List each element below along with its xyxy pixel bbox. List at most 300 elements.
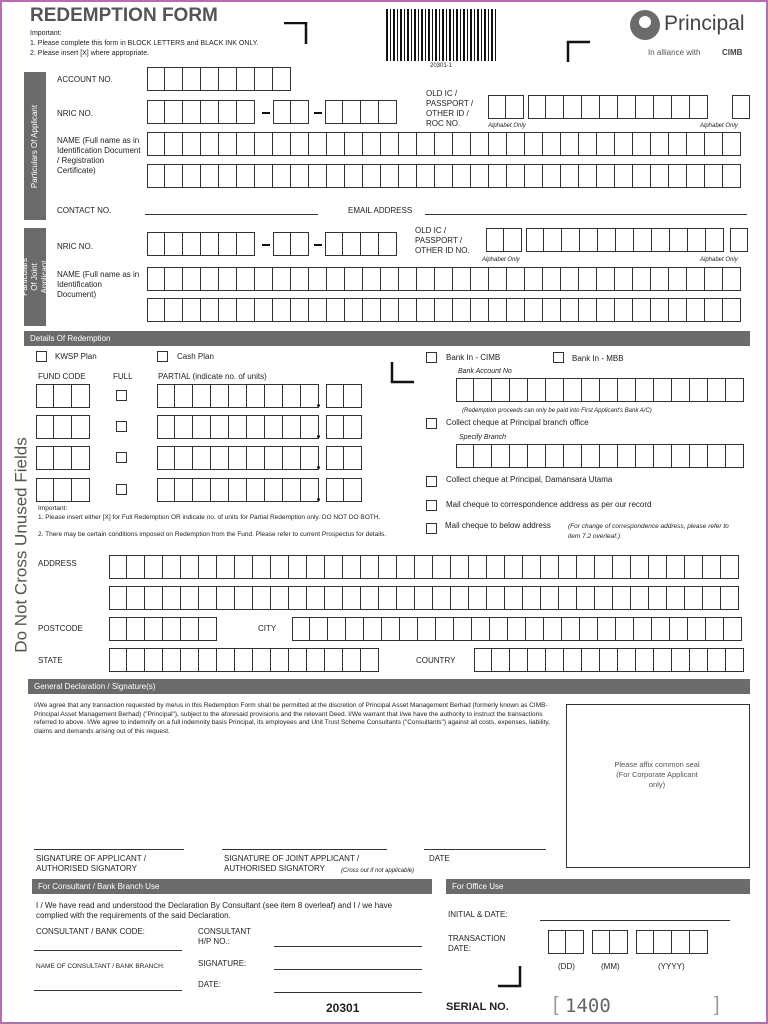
char-box[interactable] bbox=[253, 555, 271, 579]
char-box[interactable] bbox=[327, 298, 345, 322]
char-box[interactable] bbox=[705, 267, 723, 291]
char-box[interactable] bbox=[672, 930, 690, 954]
char-box[interactable] bbox=[726, 648, 744, 672]
char-box[interactable] bbox=[543, 164, 561, 188]
char-box[interactable] bbox=[127, 586, 145, 610]
char-box[interactable] bbox=[343, 648, 361, 672]
transaction-date-dd[interactable] bbox=[548, 930, 584, 954]
address-field-line2[interactable] bbox=[109, 586, 739, 610]
char-box[interactable] bbox=[229, 415, 247, 439]
char-box[interactable] bbox=[451, 586, 469, 610]
char-box[interactable] bbox=[255, 267, 273, 291]
char-box[interactable] bbox=[201, 298, 219, 322]
char-box[interactable] bbox=[217, 555, 235, 579]
char-box[interactable] bbox=[616, 617, 634, 641]
char-box[interactable] bbox=[273, 132, 291, 156]
char-box[interactable] bbox=[562, 617, 580, 641]
postcode-field[interactable] bbox=[109, 617, 217, 641]
char-box[interactable] bbox=[327, 164, 345, 188]
name-field-line2[interactable] bbox=[147, 164, 741, 188]
char-box[interactable] bbox=[597, 132, 615, 156]
char-box[interactable] bbox=[361, 100, 379, 124]
char-box[interactable] bbox=[175, 478, 193, 502]
char-box[interactable] bbox=[649, 586, 667, 610]
char-box[interactable] bbox=[543, 298, 561, 322]
char-box[interactable] bbox=[109, 648, 127, 672]
char-box[interactable] bbox=[492, 378, 510, 402]
char-box[interactable] bbox=[147, 267, 165, 291]
char-box[interactable] bbox=[193, 384, 211, 408]
char-box[interactable] bbox=[283, 415, 301, 439]
char-box[interactable] bbox=[723, 298, 741, 322]
char-box[interactable] bbox=[672, 95, 690, 119]
char-box[interactable] bbox=[363, 267, 381, 291]
char-box[interactable] bbox=[325, 586, 343, 610]
char-box[interactable] bbox=[363, 164, 381, 188]
char-box[interactable] bbox=[181, 648, 199, 672]
char-box[interactable] bbox=[492, 444, 510, 468]
nric-field-part2[interactable] bbox=[273, 100, 309, 124]
char-box[interactable] bbox=[489, 298, 507, 322]
char-box[interactable] bbox=[615, 298, 633, 322]
char-box[interactable] bbox=[181, 586, 199, 610]
fund-code-field[interactable] bbox=[36, 446, 90, 470]
char-box[interactable] bbox=[510, 378, 528, 402]
char-box[interactable] bbox=[618, 95, 636, 119]
char-box[interactable] bbox=[381, 132, 399, 156]
char-box[interactable] bbox=[237, 267, 255, 291]
char-box[interactable] bbox=[705, 298, 723, 322]
transaction-date-mm[interactable] bbox=[592, 930, 628, 954]
char-box[interactable] bbox=[157, 446, 175, 470]
char-box[interactable] bbox=[201, 132, 219, 156]
char-box[interactable] bbox=[636, 930, 654, 954]
declaration-date-line[interactable] bbox=[424, 849, 546, 850]
char-box[interactable] bbox=[582, 648, 600, 672]
char-box[interactable] bbox=[363, 298, 381, 322]
char-box[interactable] bbox=[199, 617, 217, 641]
char-box[interactable] bbox=[435, 164, 453, 188]
partial-units-decimal-field[interactable] bbox=[326, 446, 362, 470]
char-box[interactable] bbox=[721, 555, 739, 579]
char-box[interactable] bbox=[546, 95, 564, 119]
char-box[interactable] bbox=[508, 617, 526, 641]
char-box[interactable] bbox=[344, 478, 362, 502]
full-redemption-checkbox[interactable] bbox=[116, 484, 127, 495]
joint-old-ic-field[interactable] bbox=[526, 228, 724, 252]
char-box[interactable] bbox=[687, 298, 705, 322]
char-box[interactable] bbox=[636, 95, 654, 119]
char-box[interactable] bbox=[265, 478, 283, 502]
char-box[interactable] bbox=[489, 267, 507, 291]
char-box[interactable] bbox=[670, 617, 688, 641]
char-box[interactable] bbox=[472, 617, 490, 641]
char-box[interactable] bbox=[652, 617, 670, 641]
char-box[interactable] bbox=[528, 95, 546, 119]
char-box[interactable] bbox=[615, 132, 633, 156]
char-box[interactable] bbox=[145, 617, 163, 641]
char-box[interactable] bbox=[165, 232, 183, 256]
char-box[interactable] bbox=[253, 586, 271, 610]
char-box[interactable] bbox=[219, 100, 237, 124]
char-box[interactable] bbox=[651, 164, 669, 188]
char-box[interactable] bbox=[283, 478, 301, 502]
char-box[interactable] bbox=[559, 586, 577, 610]
char-box[interactable] bbox=[237, 100, 255, 124]
joint-old-ic-alpha-field[interactable] bbox=[486, 228, 522, 252]
char-box[interactable] bbox=[580, 228, 598, 252]
char-box[interactable] bbox=[577, 555, 595, 579]
char-box[interactable] bbox=[544, 228, 562, 252]
char-box[interactable] bbox=[181, 617, 199, 641]
char-box[interactable] bbox=[418, 617, 436, 641]
char-box[interactable] bbox=[688, 228, 706, 252]
char-box[interactable] bbox=[343, 586, 361, 610]
char-box[interactable] bbox=[636, 444, 654, 468]
char-box[interactable] bbox=[690, 444, 708, 468]
old-ic-field[interactable] bbox=[528, 95, 708, 119]
char-box[interactable] bbox=[325, 232, 343, 256]
fund-code-field[interactable] bbox=[36, 384, 90, 408]
char-box[interactable] bbox=[600, 95, 618, 119]
char-box[interactable] bbox=[361, 555, 379, 579]
char-box[interactable] bbox=[433, 586, 451, 610]
bank-in-cimb-checkbox[interactable] bbox=[426, 352, 437, 363]
char-box[interactable] bbox=[109, 586, 127, 610]
char-box[interactable] bbox=[504, 228, 522, 252]
char-box[interactable] bbox=[507, 132, 525, 156]
char-box[interactable] bbox=[237, 232, 255, 256]
char-box[interactable] bbox=[730, 228, 748, 252]
char-box[interactable] bbox=[690, 930, 708, 954]
char-box[interactable] bbox=[651, 298, 669, 322]
char-box[interactable] bbox=[525, 267, 543, 291]
char-box[interactable] bbox=[667, 555, 685, 579]
char-box[interactable] bbox=[523, 586, 541, 610]
char-box[interactable] bbox=[397, 555, 415, 579]
char-box[interactable] bbox=[211, 415, 229, 439]
char-box[interactable] bbox=[672, 648, 690, 672]
char-box[interactable] bbox=[147, 164, 165, 188]
char-box[interactable] bbox=[344, 446, 362, 470]
char-box[interactable] bbox=[235, 648, 253, 672]
char-box[interactable] bbox=[471, 132, 489, 156]
char-box[interactable] bbox=[732, 95, 750, 119]
char-box[interactable] bbox=[211, 446, 229, 470]
char-box[interactable] bbox=[273, 232, 291, 256]
char-box[interactable] bbox=[379, 232, 397, 256]
char-box[interactable] bbox=[685, 586, 703, 610]
char-box[interactable] bbox=[582, 95, 600, 119]
char-box[interactable] bbox=[201, 267, 219, 291]
char-box[interactable] bbox=[708, 378, 726, 402]
char-box[interactable] bbox=[291, 298, 309, 322]
char-box[interactable] bbox=[310, 617, 328, 641]
char-box[interactable] bbox=[546, 648, 564, 672]
char-box[interactable] bbox=[726, 378, 744, 402]
char-box[interactable] bbox=[273, 164, 291, 188]
char-box[interactable] bbox=[672, 378, 690, 402]
char-box[interactable] bbox=[669, 298, 687, 322]
char-box[interactable] bbox=[229, 384, 247, 408]
char-box[interactable] bbox=[399, 267, 417, 291]
char-box[interactable] bbox=[564, 95, 582, 119]
char-box[interactable] bbox=[685, 555, 703, 579]
char-box[interactable] bbox=[471, 298, 489, 322]
char-box[interactable] bbox=[548, 930, 566, 954]
partial-units-field[interactable] bbox=[157, 415, 319, 439]
char-box[interactable] bbox=[165, 298, 183, 322]
char-box[interactable] bbox=[219, 232, 237, 256]
char-box[interactable] bbox=[127, 555, 145, 579]
char-box[interactable] bbox=[199, 648, 217, 672]
nric-field-part1[interactable] bbox=[147, 100, 255, 124]
specify-branch-field[interactable] bbox=[456, 444, 744, 468]
cash-plan-checkbox[interactable] bbox=[157, 351, 168, 362]
joint-old-ic-alpha-field-end[interactable] bbox=[730, 228, 748, 252]
char-box[interactable] bbox=[237, 298, 255, 322]
char-box[interactable] bbox=[219, 67, 237, 91]
char-box[interactable] bbox=[705, 164, 723, 188]
char-box[interactable] bbox=[327, 132, 345, 156]
old-ic-alpha-field[interactable] bbox=[488, 95, 524, 119]
char-box[interactable] bbox=[175, 384, 193, 408]
char-box[interactable] bbox=[237, 67, 255, 91]
char-box[interactable] bbox=[708, 444, 726, 468]
char-box[interactable] bbox=[219, 298, 237, 322]
char-box[interactable] bbox=[247, 446, 265, 470]
char-box[interactable] bbox=[283, 446, 301, 470]
char-box[interactable] bbox=[175, 446, 193, 470]
char-box[interactable] bbox=[474, 444, 492, 468]
char-box[interactable] bbox=[597, 164, 615, 188]
joint-nric-field-part3[interactable] bbox=[325, 232, 397, 256]
char-box[interactable] bbox=[435, 267, 453, 291]
char-box[interactable] bbox=[453, 132, 471, 156]
char-box[interactable] bbox=[618, 648, 636, 672]
char-box[interactable] bbox=[456, 378, 474, 402]
char-box[interactable] bbox=[597, 267, 615, 291]
char-box[interactable] bbox=[471, 267, 489, 291]
common-seal-box[interactable]: Please affix common seal (For Corporate Applicant only) bbox=[566, 704, 750, 868]
consultant-hp-field[interactable] bbox=[274, 946, 422, 947]
char-box[interactable] bbox=[273, 67, 291, 91]
char-box[interactable] bbox=[592, 930, 610, 954]
char-box[interactable] bbox=[631, 586, 649, 610]
char-box[interactable] bbox=[613, 555, 631, 579]
consultant-date-field[interactable] bbox=[274, 992, 422, 993]
address-field-line1[interactable] bbox=[109, 555, 739, 579]
char-box[interactable] bbox=[292, 617, 310, 641]
char-box[interactable] bbox=[345, 132, 363, 156]
char-box[interactable] bbox=[201, 67, 219, 91]
char-box[interactable] bbox=[291, 232, 309, 256]
char-box[interactable] bbox=[147, 67, 165, 91]
char-box[interactable] bbox=[598, 617, 616, 641]
char-box[interactable] bbox=[54, 478, 72, 502]
email-field[interactable] bbox=[425, 214, 747, 215]
char-box[interactable] bbox=[235, 555, 253, 579]
char-box[interactable] bbox=[289, 648, 307, 672]
char-box[interactable] bbox=[654, 648, 672, 672]
char-box[interactable] bbox=[219, 267, 237, 291]
char-box[interactable] bbox=[474, 378, 492, 402]
char-box[interactable] bbox=[255, 132, 273, 156]
char-box[interactable] bbox=[636, 648, 654, 672]
char-box[interactable] bbox=[615, 164, 633, 188]
partial-units-decimal-field[interactable] bbox=[326, 478, 362, 502]
char-box[interactable] bbox=[183, 164, 201, 188]
char-box[interactable] bbox=[507, 298, 525, 322]
char-box[interactable] bbox=[669, 267, 687, 291]
char-box[interactable] bbox=[651, 132, 669, 156]
char-box[interactable] bbox=[265, 446, 283, 470]
char-box[interactable] bbox=[237, 164, 255, 188]
char-box[interactable] bbox=[525, 164, 543, 188]
char-box[interactable] bbox=[229, 478, 247, 502]
char-box[interactable] bbox=[487, 555, 505, 579]
char-box[interactable] bbox=[283, 384, 301, 408]
char-box[interactable] bbox=[36, 384, 54, 408]
char-box[interactable] bbox=[201, 100, 219, 124]
char-box[interactable] bbox=[492, 648, 510, 672]
account-no-field[interactable] bbox=[147, 67, 291, 91]
char-box[interactable] bbox=[417, 267, 435, 291]
char-box[interactable] bbox=[165, 132, 183, 156]
char-box[interactable] bbox=[255, 67, 273, 91]
full-redemption-checkbox[interactable] bbox=[116, 452, 127, 463]
char-box[interactable] bbox=[265, 415, 283, 439]
char-box[interactable] bbox=[469, 555, 487, 579]
char-box[interactable] bbox=[346, 617, 364, 641]
char-box[interactable] bbox=[435, 132, 453, 156]
char-box[interactable] bbox=[309, 298, 327, 322]
char-box[interactable] bbox=[582, 378, 600, 402]
full-redemption-checkbox[interactable] bbox=[116, 390, 127, 401]
joint-name-field-line1[interactable] bbox=[147, 267, 741, 291]
char-box[interactable] bbox=[291, 267, 309, 291]
consultant-code-field[interactable] bbox=[34, 950, 182, 951]
partial-units-field[interactable] bbox=[157, 446, 319, 470]
char-box[interactable] bbox=[613, 586, 631, 610]
char-box[interactable] bbox=[559, 555, 577, 579]
char-box[interactable] bbox=[183, 132, 201, 156]
char-box[interactable] bbox=[157, 384, 175, 408]
char-box[interactable] bbox=[325, 100, 343, 124]
char-box[interactable] bbox=[451, 555, 469, 579]
char-box[interactable] bbox=[181, 555, 199, 579]
char-box[interactable] bbox=[273, 267, 291, 291]
char-box[interactable] bbox=[381, 267, 399, 291]
char-box[interactable] bbox=[400, 617, 418, 641]
char-box[interactable] bbox=[399, 164, 417, 188]
char-box[interactable] bbox=[183, 100, 201, 124]
char-box[interactable] bbox=[235, 586, 253, 610]
char-box[interactable] bbox=[211, 478, 229, 502]
char-box[interactable] bbox=[634, 617, 652, 641]
char-box[interactable] bbox=[506, 95, 524, 119]
char-box[interactable] bbox=[147, 100, 165, 124]
char-box[interactable] bbox=[379, 586, 397, 610]
partial-units-field[interactable] bbox=[157, 478, 319, 502]
char-box[interactable] bbox=[634, 228, 652, 252]
country-field[interactable] bbox=[474, 648, 744, 672]
char-box[interactable] bbox=[309, 267, 327, 291]
char-box[interactable] bbox=[600, 378, 618, 402]
char-box[interactable] bbox=[363, 132, 381, 156]
char-box[interactable] bbox=[253, 648, 271, 672]
char-box[interactable] bbox=[469, 586, 487, 610]
char-box[interactable] bbox=[343, 100, 361, 124]
char-box[interactable] bbox=[326, 478, 344, 502]
char-box[interactable] bbox=[327, 267, 345, 291]
char-box[interactable] bbox=[326, 384, 344, 408]
char-box[interactable] bbox=[247, 384, 265, 408]
char-box[interactable] bbox=[289, 586, 307, 610]
partial-units-decimal-field[interactable] bbox=[326, 415, 362, 439]
char-box[interactable] bbox=[580, 617, 598, 641]
fund-code-field[interactable] bbox=[36, 478, 90, 502]
char-box[interactable] bbox=[526, 617, 544, 641]
char-box[interactable] bbox=[489, 164, 507, 188]
char-box[interactable] bbox=[307, 555, 325, 579]
char-box[interactable] bbox=[397, 586, 415, 610]
char-box[interactable] bbox=[654, 444, 672, 468]
char-box[interactable] bbox=[687, 132, 705, 156]
char-box[interactable] bbox=[453, 298, 471, 322]
joint-name-field-line2[interactable] bbox=[147, 298, 741, 322]
char-box[interactable] bbox=[127, 648, 145, 672]
char-box[interactable] bbox=[54, 415, 72, 439]
char-box[interactable] bbox=[417, 132, 435, 156]
char-box[interactable] bbox=[528, 378, 546, 402]
partial-units-field[interactable] bbox=[157, 384, 319, 408]
char-box[interactable] bbox=[706, 228, 724, 252]
char-box[interactable] bbox=[201, 232, 219, 256]
char-box[interactable] bbox=[566, 930, 584, 954]
char-box[interactable] bbox=[564, 378, 582, 402]
char-box[interactable] bbox=[654, 95, 672, 119]
city-field[interactable] bbox=[292, 617, 742, 641]
char-box[interactable] bbox=[361, 648, 379, 672]
char-box[interactable] bbox=[193, 446, 211, 470]
consultant-signature-field[interactable] bbox=[274, 969, 422, 970]
char-box[interactable] bbox=[652, 228, 670, 252]
char-box[interactable] bbox=[453, 267, 471, 291]
char-box[interactable] bbox=[157, 415, 175, 439]
char-box[interactable] bbox=[507, 267, 525, 291]
char-box[interactable] bbox=[54, 446, 72, 470]
char-box[interactable] bbox=[708, 648, 726, 672]
char-box[interactable] bbox=[433, 555, 451, 579]
char-box[interactable] bbox=[726, 444, 744, 468]
char-box[interactable] bbox=[579, 298, 597, 322]
char-box[interactable] bbox=[505, 555, 523, 579]
char-box[interactable] bbox=[165, 267, 183, 291]
char-box[interactable] bbox=[193, 478, 211, 502]
char-box[interactable] bbox=[561, 164, 579, 188]
char-box[interactable] bbox=[145, 555, 163, 579]
char-box[interactable] bbox=[595, 555, 613, 579]
char-box[interactable] bbox=[307, 648, 325, 672]
char-box[interactable] bbox=[600, 444, 618, 468]
char-box[interactable] bbox=[654, 378, 672, 402]
char-box[interactable] bbox=[579, 132, 597, 156]
char-box[interactable] bbox=[165, 164, 183, 188]
char-box[interactable] bbox=[436, 617, 454, 641]
signature-applicant-line[interactable] bbox=[34, 849, 184, 850]
char-box[interactable] bbox=[723, 164, 741, 188]
